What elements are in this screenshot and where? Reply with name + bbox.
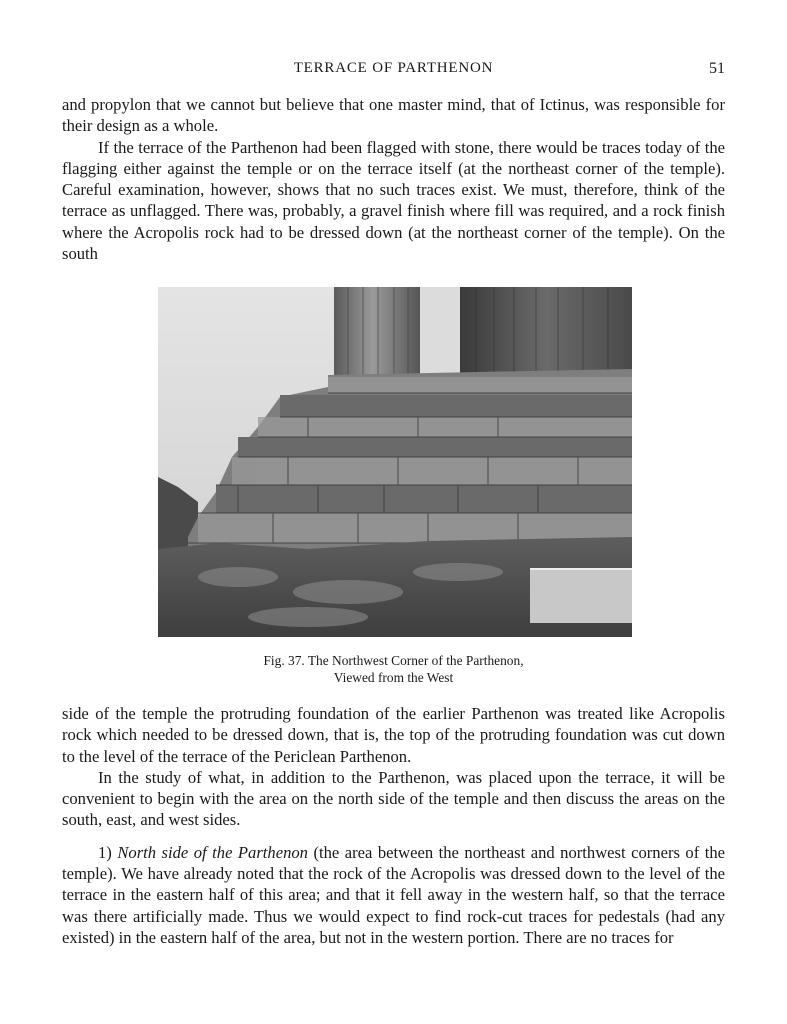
paragraph: side of the temple the protruding foundation of the earlier Parthenon was treated like Acropolis rock which needed to be dressed down, that is, the top of the protruding foundation was cut down to the level of the terrace of the Periclean Parthenon.	[62, 704, 725, 766]
paragraph: If the terrace of the Parthenon had been flagged with stone, there would be traces today of the flagging either against the temple or on the terrace itself (at the northeast corner of the temple). Careful examination, however, shows that no such traces exist. We must, therefore, think of the terrace as unflagged. There was, probably, a gravel finish where fill was required, and a rock finish where the Acropolis rock had to be dressed down (at the northeast corner of the temple). On the south	[62, 137, 725, 264]
paragraph: and propylon that we cannot but believe that one master mind, that of Ictinus, was responsible for their design as a whole.	[62, 95, 725, 136]
paragraph-north-side	[62, 842, 725, 948]
fallen-block	[530, 569, 632, 623]
caption-line-1: Fig. 37. The Northwest Corner of the Parthenon,	[263, 653, 524, 668]
text-block-top	[62, 94, 725, 264]
page-number: 51	[709, 60, 725, 77]
text-block-bottom	[62, 703, 725, 948]
figure-photograph	[158, 287, 632, 637]
section-number: 1)	[98, 842, 112, 862]
column-right	[460, 287, 632, 379]
column-left	[334, 287, 420, 379]
running-head	[62, 60, 725, 82]
inter-column-sky	[420, 287, 460, 377]
section-text: (the area between the northeast and northwest corners of the temple). We have already noted that the rock of the Acropolis was dressed down to the level of the terrace in the eastern half of this area; and that it fell away in the western half, so that the terrace was there artificially made. Thus we would expect to find rock-cut traces for pedestals (had any existed) in the eastern half of the area, but not in the western portion. There are no traces for	[62, 842, 726, 947]
running-title: TERRACE OF PARTHENON	[293, 60, 494, 76]
figure-caption	[62, 652, 725, 686]
paragraph: In the study of what, in addition to the Parthenon, was placed upon the terrace, it will be convenient to begin with the area on the north side of the temple and then discuss the areas on the south, east, and west sides.	[62, 767, 725, 830]
section-heading: North side of the Parthenon	[117, 842, 308, 862]
caption-line-2: Viewed from the West	[333, 670, 454, 685]
